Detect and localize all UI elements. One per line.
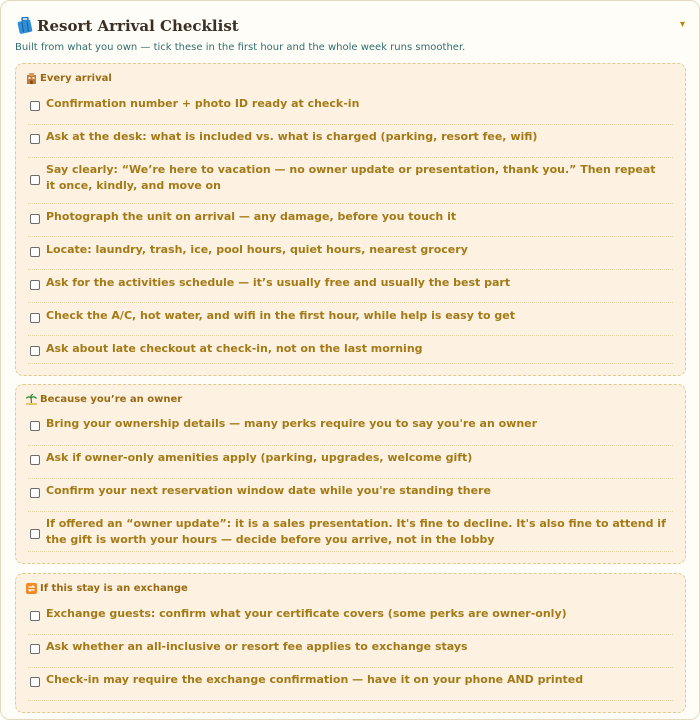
collapse-toggle-icon[interactable]: ▾ xyxy=(679,19,685,30)
item-checkbox[interactable] xyxy=(30,421,40,431)
item-label: Check-in may require the exchange confirmation — have it on your phone AND printed xyxy=(46,673,584,686)
checklist-item[interactable] xyxy=(28,635,673,668)
checklist-item[interactable] xyxy=(28,479,673,512)
item-checkbox[interactable] xyxy=(30,677,40,687)
section-title: If this stay is an exchange xyxy=(40,583,188,594)
item-checkbox[interactable] xyxy=(30,644,40,654)
item-checkbox[interactable] xyxy=(30,529,40,539)
item-label: Bring your ownership details — many perks require you to say you're an owner xyxy=(46,417,538,430)
palm-tree-icon xyxy=(26,394,37,405)
hotel-icon xyxy=(26,73,37,84)
checklist-subtitle: Built from what you own — tick these in the first hour and the whole week runs smoother. xyxy=(15,42,466,53)
item-label: Confirmation number + photo ID ready at check-in xyxy=(46,97,360,110)
item-label: Photograph the unit on arrival — any damage, before you touch it xyxy=(46,210,457,223)
checklist-title: Resort Arrival Checklist xyxy=(37,17,239,35)
section-owner xyxy=(15,384,686,564)
checklist-item[interactable] xyxy=(28,204,673,237)
checklist-item[interactable] xyxy=(28,413,673,446)
exchange-icon xyxy=(26,583,37,594)
section-heading xyxy=(26,582,188,595)
item-label: Ask at the desk: what is included vs. what is charged (parking, resort fee, wifi) xyxy=(46,130,538,143)
item-label: Ask whether an all-inclusive or resort fee applies to exchange stays xyxy=(46,640,468,653)
item-label: Confirm your next reservation window date while you're standing there xyxy=(46,484,491,497)
checklist-item[interactable] xyxy=(28,92,673,125)
checklist-item[interactable] xyxy=(28,270,673,303)
item-label: Ask about late checkout at check-in, not on the last morning xyxy=(46,342,423,355)
item-checkbox[interactable] xyxy=(30,247,40,257)
item-checkbox[interactable] xyxy=(30,280,40,290)
item-label: Ask if owner-only amenities apply (parking, upgrades, welcome gift) xyxy=(46,451,473,464)
checklist-item[interactable] xyxy=(28,336,673,364)
section-every-arrival xyxy=(15,63,686,376)
checklist-item[interactable] xyxy=(28,158,673,204)
item-checkbox[interactable] xyxy=(30,134,40,144)
luggage-icon xyxy=(17,17,33,35)
section-heading xyxy=(26,393,182,406)
item-checkbox[interactable] xyxy=(30,313,40,323)
checklist-item[interactable] xyxy=(28,303,673,336)
item-checkbox[interactable] xyxy=(30,488,40,498)
item-checkbox[interactable] xyxy=(30,455,40,465)
checklist-item[interactable] xyxy=(28,446,673,479)
item-checkbox[interactable] xyxy=(30,611,40,621)
checklist-item[interactable] xyxy=(28,668,673,701)
section-heading xyxy=(26,72,112,85)
checklist-item[interactable] xyxy=(28,512,673,552)
item-label: Locate: laundry, trash, ice, pool hours, quiet hours, nearest grocery xyxy=(46,243,468,256)
item-label: Ask for the activities schedule — it’s usually free and usually the best part xyxy=(46,276,511,289)
section-title: Because you’re an owner xyxy=(40,394,183,405)
item-checkbox[interactable] xyxy=(30,101,40,111)
section-exchange xyxy=(15,573,686,713)
checklist-item[interactable] xyxy=(28,602,673,635)
item-checkbox[interactable] xyxy=(30,346,40,356)
item-label: If offered an “owner update”: it is a sales presentation. It's fine to decline. It's also fine to attend if the gift is worth your hours — decide before you arrive, not in the lobby xyxy=(46,517,666,546)
item-label: Check the A/C, hot water, and wifi in the first hour, while help is easy to get xyxy=(46,309,515,322)
checklist-header xyxy=(15,16,685,38)
checklist-item[interactable] xyxy=(28,237,673,270)
item-label: Say clearly: “We’re here to vacation — no owner update or presentation, thank you.” Then repeat it once, kindly, and move on xyxy=(46,163,656,192)
item-label: Exchange guests: confirm what your certificate covers (some perks are owner-only) xyxy=(46,607,567,620)
section-title: Every arrival xyxy=(40,73,112,84)
item-checkbox[interactable] xyxy=(30,175,40,185)
item-checkbox[interactable] xyxy=(30,214,40,224)
checklist-item[interactable] xyxy=(28,125,673,158)
